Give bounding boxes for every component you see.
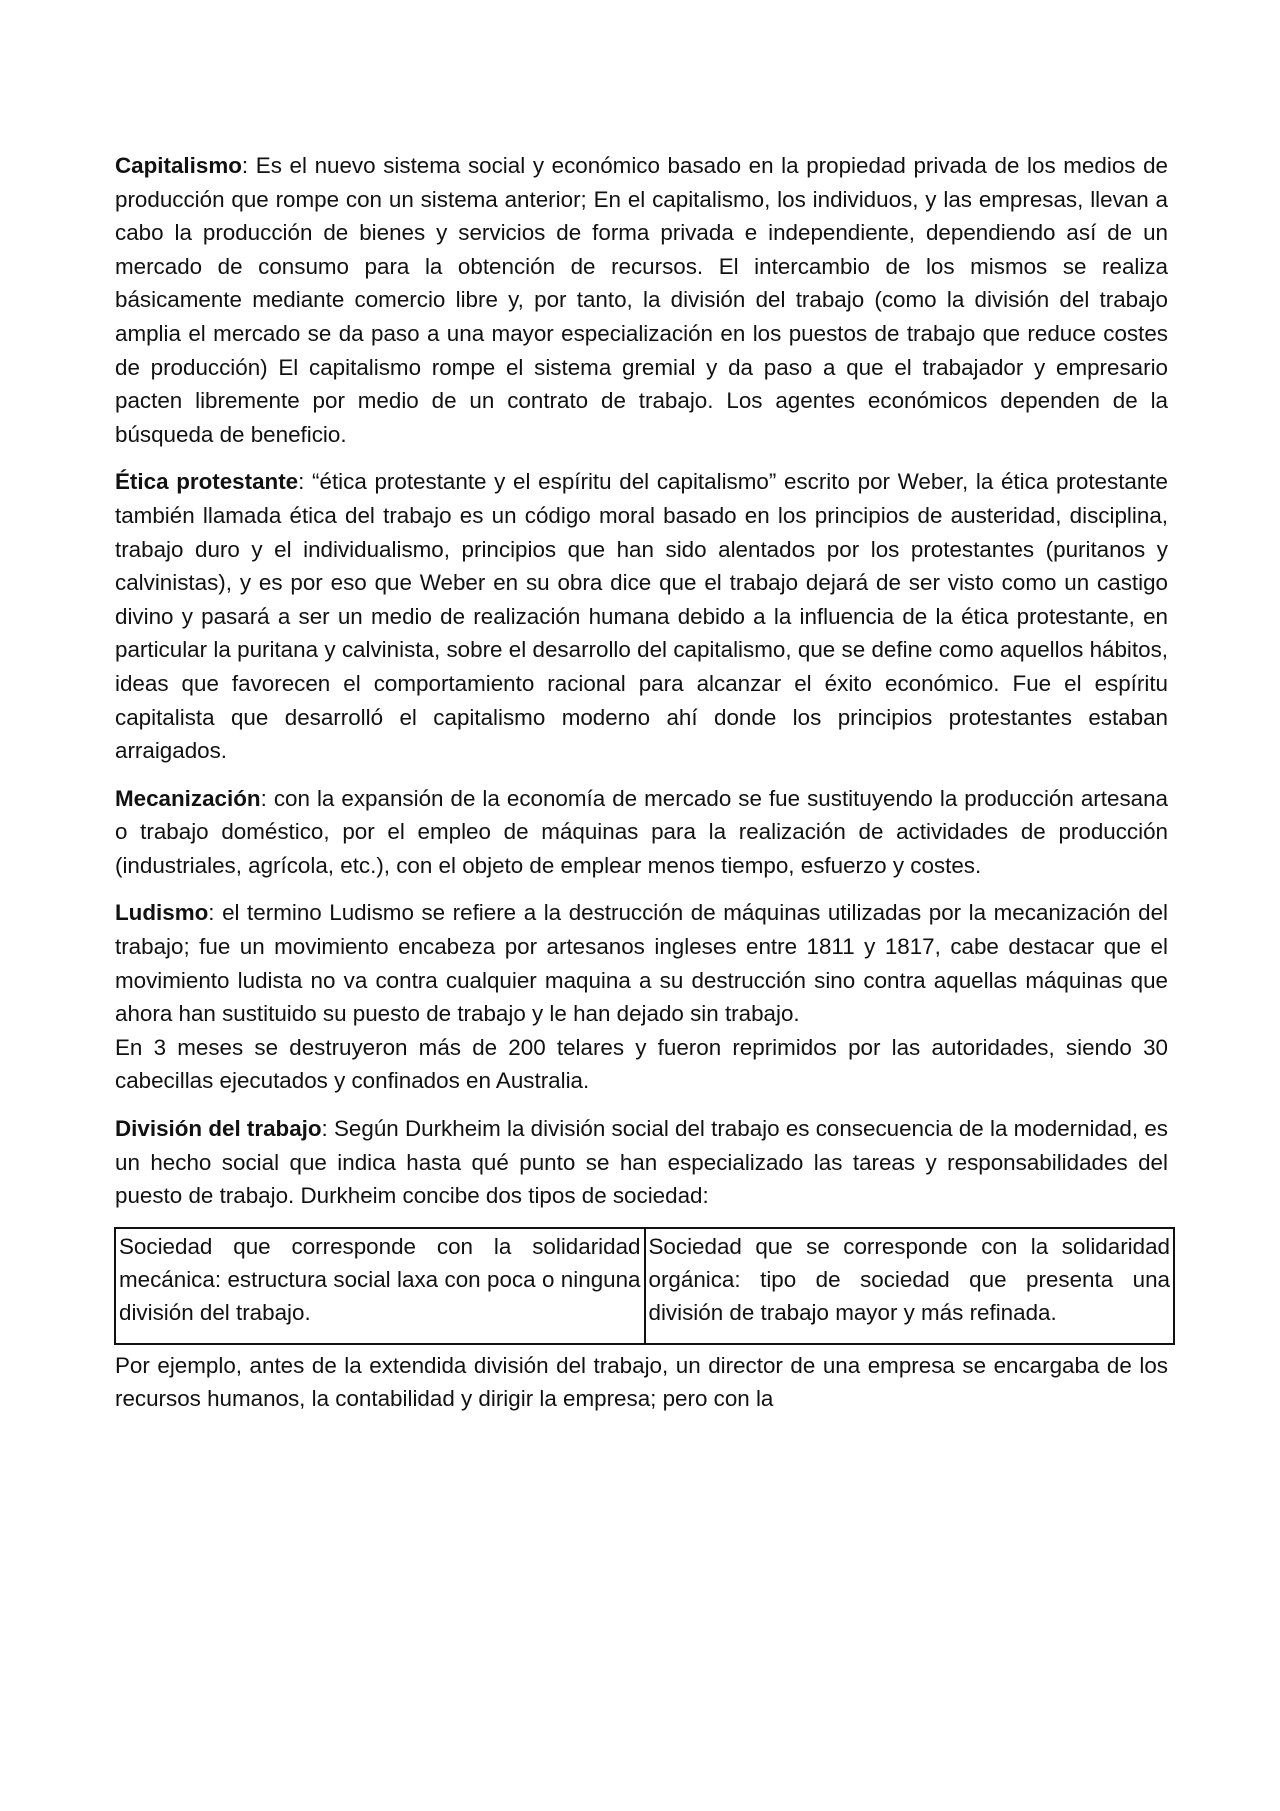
paragraph-etica-protestante bbox=[115, 465, 1168, 767]
term-capitalismo: Capitalismo bbox=[115, 153, 242, 178]
term-ludismo: Ludismo bbox=[115, 900, 209, 926]
term-mecanizacion: Mecanización bbox=[115, 785, 261, 811]
paragraph-closing: Por ejemplo, antes de la extendida división del trabajo, un director de una empresa se encargaba de los recursos humanos, la contabilidad y dirigir la empresa; pero con la bbox=[115, 1352, 1168, 1412]
term-etica-protestante: Ética protestante bbox=[115, 469, 299, 495]
term-division-del-trabajo: División del trabajo bbox=[115, 1116, 322, 1142]
table-cell-organic-solidarity: Sociedad que se corresponde con la solidaridad orgánica: tipo de sociedad que presenta una división de trabajo mayor y más refinada. bbox=[645, 1228, 1175, 1344]
definition-mecanizacion: : con la expansión de la economía de mercado se fue sustituyendo la producción artesana o trabajo doméstico, por el empleo de máquinas para la realización de actividades de producción (industriales, agrícola, etc.), con el objeto de emplear menos tiempo, esfuerzo y costes. bbox=[115, 785, 1168, 878]
paragraph-mecanizacion bbox=[115, 782, 1168, 883]
document-page bbox=[115, 149, 1168, 1430]
paragraph-capitalismo bbox=[115, 149, 1168, 451]
definition-division-del-trabajo: : Según Durkheim la división social del trabajo es consecuencia de la modernidad, es un hecho social que indica hasta qué punto se han especializado las tareas y responsabilidades del puesto de trabajo. Durkheim concibe dos tipos de sociedad: bbox=[115, 1116, 1168, 1209]
definition-ludismo: : el termino Ludismo se refiere a la destrucción de máquinas utilizadas por la mecanización del trabajo; fue un movimiento encabeza por artesanos ingleses entre 1811 y 1817, cabe destacar que el movimiento ludista no va contra cualquier maquina a su destrucción sino contra aquellas máquinas que ahora han sustituido su puesto de trabajo y le han dejado sin trabajo. bbox=[115, 900, 1168, 1027]
solidarity-comparison-table bbox=[114, 1227, 1175, 1345]
table-cell-mechanical-solidarity: Sociedad que corresponde con la solidaridad mecánica: estructura social laxa con poca o ninguna división del trabajo. bbox=[115, 1228, 645, 1344]
table-row bbox=[115, 1228, 1174, 1344]
ludismo-extra-text: En 3 meses se destruyeron más de 200 telares y fueron reprimidos por las autoridades, siendo 30 cabecillas ejecutados y confinados en Australia. bbox=[115, 1034, 1168, 1094]
definition-etica-protestante: : “ética protestante y el espíritu del capitalismo” escrito por Weber, la ética protestante también llamada ética del trabajo es un código moral basado en los principios de austeridad, disciplina, trabajo duro y el individualismo, principios que han sido alentados por los protestantes (puritanos y calvinistas), y es por eso que Weber en su obra dice que el trabajo dejará de ser visto como un castigo divino y pasará a ser un medio de realización humana debido a la influencia de la ética protestante, en particular la puritana y calvinista, sobre el desarrollo del capitalismo, que se define como aquellos hábitos, ideas que favorecen el comportamiento racional para alcanzar el éxito económico. Fue el espíritu capitalista que desarrolló el capitalismo moderno ahí donde los principios protestantes estaban arraigados. bbox=[115, 469, 1168, 764]
definition-capitalismo: : Es el nuevo sistema social y económico basado en la propiedad privada de los medios de producción que rompe con un sistema anterior; En el capitalismo, los individuos, y las empresas, llevan a cabo la producción de bienes y servicios de forma privada e independiente, dependiendo así de un mercado de consumo para la obtención de recursos. El intercambio de los mismos se realiza básicamente mediante comercio libre y, por tanto, la división del trabajo (como la división del trabajo amplia el mercado se da paso a una mayor especialización en los puestos de trabajo que reduce costes de producción) El capitalismo rompe el sistema gremial y da paso a que el trabajador y empresario pacten libremente por medio de un contrato de trabajo. Los agentes económicos dependen de la búsqueda de beneficio. bbox=[115, 153, 1168, 447]
paragraph-ludismo bbox=[115, 896, 1168, 1098]
paragraph-division-del-trabajo bbox=[115, 1112, 1168, 1213]
